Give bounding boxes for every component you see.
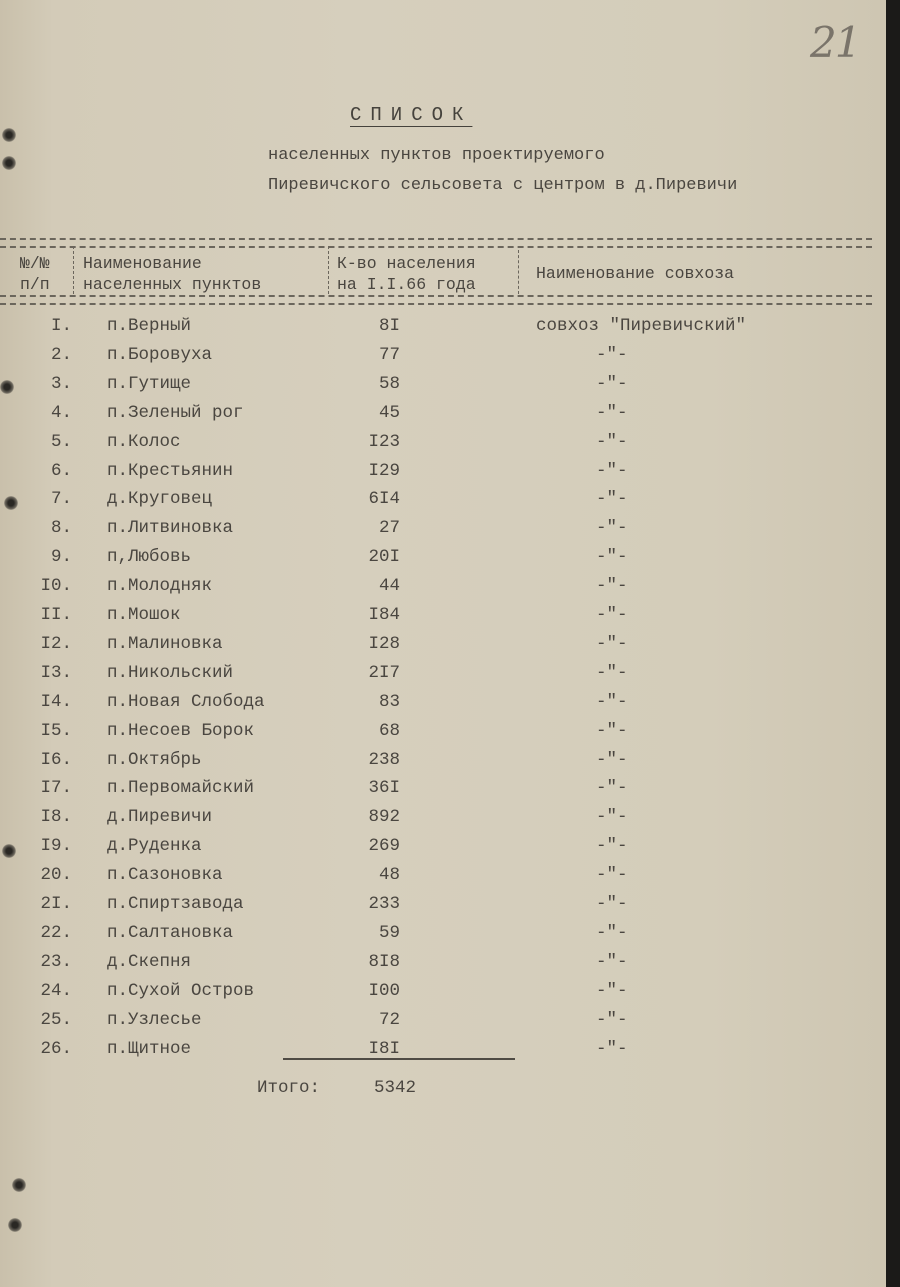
column-divider xyxy=(518,250,519,294)
punch-hole xyxy=(8,1218,22,1232)
population-value: 77 xyxy=(378,344,400,365)
population-value: 44 xyxy=(378,576,400,597)
row-number: 4. xyxy=(50,402,72,423)
row-number: 8. xyxy=(50,518,72,539)
row-number: 24. xyxy=(40,980,72,1001)
row-number: 6. xyxy=(50,460,72,481)
farm-name: -"- xyxy=(596,1009,628,1030)
punch-hole xyxy=(2,128,16,142)
column-divider xyxy=(73,246,74,294)
table-row xyxy=(0,489,880,518)
settlement-name: п.Салтановка xyxy=(107,922,234,943)
row-number: 23. xyxy=(40,951,72,972)
farm-name: -"- xyxy=(596,605,628,625)
settlement-name: п.Малиновка xyxy=(107,633,223,654)
settlement-name: п.Мошок xyxy=(107,605,181,625)
handwritten-page-number: 21 xyxy=(810,18,860,67)
row-number: I6. xyxy=(40,749,72,770)
population-value: 72 xyxy=(378,1009,400,1030)
row-number: 20. xyxy=(40,865,72,886)
settlement-name: п.Зеленый рог xyxy=(107,402,244,423)
table-row xyxy=(0,432,880,461)
farm-name: -"- xyxy=(596,951,628,972)
farm-name: -"- xyxy=(596,720,628,741)
column-divider xyxy=(328,246,329,294)
header-farm-name: Наименование совхоза xyxy=(536,264,735,283)
farm-name: -"- xyxy=(596,778,628,799)
table-row xyxy=(0,576,880,605)
population-value: 2I7 xyxy=(368,662,400,683)
table-row xyxy=(0,721,880,750)
farm-name: -"- xyxy=(596,460,628,481)
population-value: I8I xyxy=(368,1038,400,1059)
table-row xyxy=(0,836,880,865)
settlement-name: д.Круговец xyxy=(107,489,213,510)
farm-name: -"- xyxy=(596,518,628,539)
settlement-name: п.Спиртзавода xyxy=(107,894,244,914)
population-value: 6I4 xyxy=(368,489,400,510)
header-num-line2: п/п xyxy=(20,275,50,294)
table-row xyxy=(0,374,880,403)
header-pop-line1: К-во населения xyxy=(337,254,476,273)
table-row xyxy=(0,316,880,345)
population-value: 8I8 xyxy=(368,951,400,972)
farm-name: -"- xyxy=(596,980,628,1001)
punch-hole xyxy=(2,844,16,858)
row-number: 26. xyxy=(40,1038,72,1059)
header-num-line1: №/№ xyxy=(20,254,50,273)
population-value: 27 xyxy=(378,518,400,539)
table-row xyxy=(0,750,880,779)
table-row xyxy=(0,807,880,836)
row-number: 25. xyxy=(40,1009,72,1030)
settlement-name: п.Верный xyxy=(107,316,192,336)
scan-edge xyxy=(886,0,900,1287)
settlement-name: п.Гутище xyxy=(107,373,192,394)
row-number: I7. xyxy=(40,778,72,799)
population-value: 68 xyxy=(378,720,400,741)
header-population xyxy=(337,253,476,295)
header-name-line1: Наименование xyxy=(83,254,202,273)
table-row xyxy=(0,778,880,807)
farm-name: -"- xyxy=(596,431,628,452)
total-value: 5342 xyxy=(374,1078,417,1098)
population-value: I00 xyxy=(368,980,400,1001)
farm-name: -"- xyxy=(596,373,628,394)
farm-name: -"- xyxy=(596,547,628,568)
population-value: 36I xyxy=(368,778,400,799)
punch-hole xyxy=(4,496,18,510)
settlement-name: п.Узлесье xyxy=(107,1009,202,1030)
settlement-name: п.Молодняк xyxy=(107,576,213,597)
table-row xyxy=(0,894,880,923)
table-row xyxy=(0,461,880,490)
row-number: I. xyxy=(50,316,72,336)
row-number: 5. xyxy=(50,431,72,452)
row-number: I9. xyxy=(40,836,72,857)
table-row xyxy=(0,692,880,721)
settlement-name: п.Щитное xyxy=(107,1038,192,1059)
document-title: СПИСОК xyxy=(350,104,473,126)
farm-name: -"- xyxy=(596,1038,628,1059)
farm-name: -"- xyxy=(596,344,628,365)
row-number: I4. xyxy=(40,691,72,712)
settlement-name: п.Крестьянин xyxy=(107,460,234,481)
farm-name: -"- xyxy=(596,633,628,654)
population-value: I29 xyxy=(368,460,400,481)
row-number: 9. xyxy=(50,547,72,568)
table-row xyxy=(0,547,880,576)
population-value: 48 xyxy=(378,865,400,886)
farm-name: -"- xyxy=(596,402,628,423)
farm-name: -"- xyxy=(596,576,628,597)
table-row xyxy=(0,1010,880,1039)
row-number: II. xyxy=(40,605,72,625)
settlement-name: д.Руденка xyxy=(107,836,202,857)
population-value: 20I xyxy=(368,547,400,568)
punch-hole xyxy=(0,380,14,394)
population-value: I84 xyxy=(368,605,400,625)
settlement-name: п.Октябрь xyxy=(107,749,202,770)
table-row xyxy=(0,518,880,547)
settlement-name: п.Несоев Борок xyxy=(107,720,255,741)
header-name-line2: населенных пунктов xyxy=(83,275,262,294)
table-row xyxy=(0,345,880,374)
farm-name: -"- xyxy=(596,489,628,510)
farm-name: -"- xyxy=(596,894,628,914)
row-number: I3. xyxy=(40,662,72,683)
total-label: Итого: xyxy=(257,1078,321,1098)
farm-name: -"- xyxy=(596,922,628,943)
header-top-rule xyxy=(0,238,872,248)
farm-name: -"- xyxy=(596,662,628,683)
settlement-name: п.Никольский xyxy=(107,662,234,683)
row-number: 22. xyxy=(40,922,72,943)
settlement-name: д.Пиревичи xyxy=(107,807,213,828)
header-settlement-name xyxy=(83,253,261,295)
row-number: I0. xyxy=(40,576,72,597)
farm-name: -"- xyxy=(596,691,628,712)
farm-name: -"- xyxy=(596,807,628,828)
table-row xyxy=(0,923,880,952)
table-row xyxy=(0,1039,880,1068)
population-value: 233 xyxy=(368,894,400,914)
settlement-name: п,Любовь xyxy=(107,547,192,568)
settlement-name: п.Литвиновка xyxy=(107,518,234,539)
population-value: 45 xyxy=(378,402,400,423)
row-number: 2. xyxy=(50,344,72,365)
table-row xyxy=(0,865,880,894)
settlement-name: п.Сазоновка xyxy=(107,865,223,886)
table-row xyxy=(0,981,880,1010)
header-num xyxy=(20,253,50,295)
table-row xyxy=(0,952,880,981)
settlement-name: п.Новая Слобода xyxy=(107,691,265,712)
population-value: 892 xyxy=(368,807,400,828)
farm-name: -"- xyxy=(596,836,628,857)
population-value: 8I xyxy=(378,316,400,336)
settlement-name: п.Первомайский xyxy=(107,778,255,799)
settlement-name: п.Боровуха xyxy=(107,344,213,365)
population-value: 238 xyxy=(368,749,400,770)
subtitle-line-1: населенных пунктов проектируемого xyxy=(268,146,605,165)
population-value: 58 xyxy=(378,373,400,394)
table-row xyxy=(0,403,880,432)
table-row xyxy=(0,634,880,663)
table-row xyxy=(0,663,880,692)
punch-hole xyxy=(2,156,16,170)
farm-name: совхоз "Пиревичский" xyxy=(536,316,747,336)
farm-name: -"- xyxy=(596,749,628,770)
row-number: 2I. xyxy=(40,894,72,914)
population-value: 59 xyxy=(378,922,400,943)
header-pop-line2: на I.I.66 года xyxy=(337,275,476,294)
settlement-name: п.Колос xyxy=(107,431,181,452)
header-bottom-rule xyxy=(0,295,872,305)
settlement-name: д.Скепня xyxy=(107,951,192,972)
row-number: 7. xyxy=(50,489,72,510)
population-value: 83 xyxy=(378,691,400,712)
population-value: I23 xyxy=(368,431,400,452)
farm-name: -"- xyxy=(596,865,628,886)
subtitle-line-2: Пиревичского сельсовета с центром в д.Пиревичи xyxy=(268,176,738,195)
punch-hole xyxy=(12,1178,26,1192)
row-number: I8. xyxy=(40,807,72,828)
table-row xyxy=(0,605,880,634)
population-value: 269 xyxy=(368,836,400,857)
row-number: I5. xyxy=(40,720,72,741)
population-value: I28 xyxy=(368,633,400,654)
row-number: I2. xyxy=(40,633,72,654)
sum-line xyxy=(283,1058,515,1060)
row-number: 3. xyxy=(50,373,72,394)
settlement-name: п.Сухой Остров xyxy=(107,980,255,1001)
